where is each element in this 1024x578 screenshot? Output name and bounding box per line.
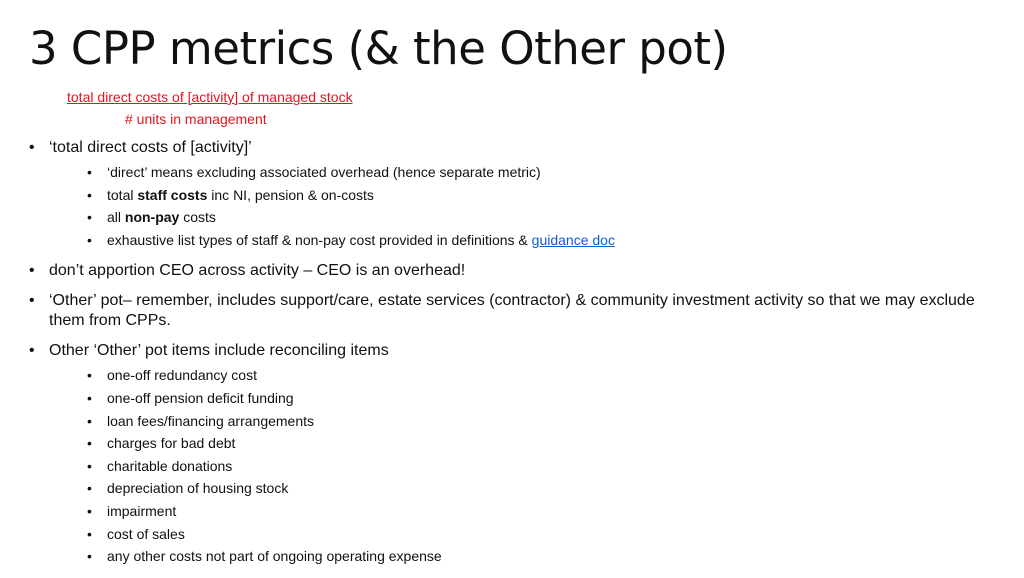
bullet-icon: •	[87, 186, 92, 203]
bullet-text: don’t apportion CEO across activity – CEO is an overhead!	[49, 262, 466, 280]
bullet-icon: •	[87, 502, 92, 519]
bullet-icon: •	[29, 292, 35, 310]
sub-bullet-item	[69, 387, 989, 410]
bullet-other-pot	[29, 291, 989, 331]
bullet-icon: •	[87, 525, 92, 542]
bullet-ceo	[29, 261, 989, 281]
sub-bullet-text: any other costs not part of ongoing operating expense	[107, 548, 442, 565]
sub-bullet-text: one-off pension deficit funding	[107, 389, 294, 406]
sub-bullet-item	[69, 229, 989, 252]
bullet-icon: •	[87, 435, 92, 452]
sub-bullet-text: cost of sales	[107, 525, 185, 542]
sub-bullet-bold: non-pay	[124, 209, 180, 226]
sub-bullet-item	[69, 410, 989, 433]
bullet-text: Other ‘Other’ pot items include reconciling items	[49, 342, 389, 360]
sub-bullet-text: depreciation of housing stock	[107, 480, 289, 497]
sub-bullet-item	[69, 545, 989, 568]
bullet-icon: •	[29, 139, 35, 156]
sub-bullet-text: one-off redundancy cost	[107, 367, 257, 384]
sub-bullet-text: loan fees/financing arrangements	[107, 412, 315, 429]
sub-bullet-text: charitable donations	[107, 457, 233, 474]
sub-bullet-text: impairment	[107, 502, 177, 519]
bullet-text: ‘total direct costs of [activity]’	[49, 139, 252, 156]
bullet-direct-costs	[29, 138, 989, 251]
sub-bullet-item	[69, 184, 989, 207]
bullet-icon: •	[87, 412, 92, 429]
sub-bullet-item	[69, 500, 989, 523]
sub-bullet-text: inc NI, pension & on-costs	[207, 186, 374, 203]
cost-formula	[67, 86, 387, 130]
sub-bullet-text: exhaustive list types of staff & non-pay cost provided in definitions &	[107, 231, 532, 248]
sub-bullet-text: total	[107, 186, 138, 203]
bullet-icon: •	[87, 231, 92, 248]
bullet-text: ‘Other’ pot– remember, includes support/care, estate services (contractor) & community investment activity so that we may exclude them from CPPs.	[49, 292, 975, 330]
sub-bullet-list	[49, 364, 989, 567]
sub-bullet-text: all	[107, 209, 125, 226]
bullet-reconciling-items	[29, 341, 989, 567]
bullet-icon: •	[87, 480, 92, 497]
bullet-icon: •	[29, 342, 35, 360]
formula-numerator: total direct costs of [activity] of managed stock	[67, 89, 353, 105]
bullet-icon: •	[87, 367, 92, 384]
sub-bullet-item	[69, 206, 989, 229]
sub-bullet-item	[69, 364, 989, 387]
guidance-doc-link[interactable]: guidance doc	[531, 231, 615, 248]
sub-bullet-text: costs	[179, 209, 216, 226]
bullet-icon: •	[29, 262, 35, 280]
bullet-icon: •	[87, 457, 92, 474]
sub-bullet-list	[49, 161, 989, 251]
sub-bullet-item	[69, 455, 989, 478]
slide-title: 3 CPP metrics (& the Other pot)	[29, 22, 728, 75]
sub-bullet-text: charges for bad debt	[107, 435, 236, 452]
sub-bullet-bold: staff costs	[137, 186, 208, 203]
sub-bullet-item	[69, 523, 989, 546]
sub-bullet-item	[69, 477, 989, 500]
sub-bullet-item	[69, 432, 989, 455]
sub-bullet-item	[69, 161, 989, 184]
bullet-icon: •	[87, 389, 92, 406]
bullet-icon: •	[87, 164, 92, 180]
bullet-icon: •	[87, 548, 92, 565]
bullet-icon: •	[87, 209, 92, 226]
bullet-list	[29, 138, 989, 578]
sub-bullet-text: ‘direct’ means excluding associated overhead (hence separate metric)	[107, 164, 541, 180]
formula-denominator: # units in management	[125, 111, 267, 127]
